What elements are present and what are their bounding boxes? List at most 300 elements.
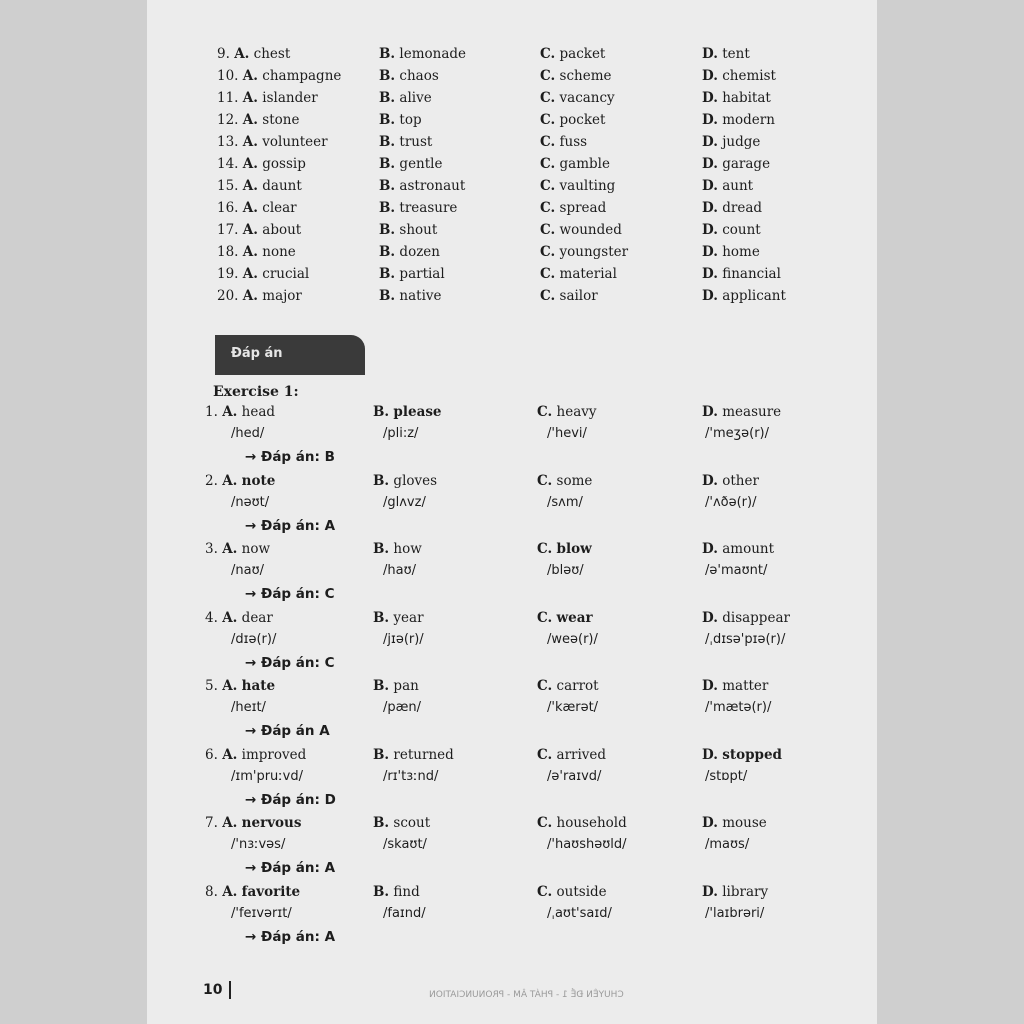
- option-word: none: [262, 244, 296, 260]
- answer-key: → Đáp án: B: [245, 449, 335, 465]
- answer-option-a: [205, 815, 301, 831]
- option-letter: B.: [379, 244, 396, 260]
- option-letter: C.: [540, 266, 556, 282]
- option-letter: A.: [242, 90, 258, 106]
- option-a: [217, 266, 309, 282]
- option-c: [540, 200, 606, 216]
- option-letter: B.: [379, 112, 396, 128]
- option-word: dozen: [399, 244, 440, 260]
- option-word: champagne: [262, 68, 342, 84]
- option-word: outside: [556, 883, 607, 900]
- option-word: treasure: [399, 200, 458, 216]
- option-word: alive: [399, 90, 432, 106]
- option-word: native: [399, 288, 442, 304]
- ipa-transcription: /jɪə(r)/: [383, 631, 424, 647]
- option-word: some: [556, 472, 593, 489]
- option-letter: A.: [242, 68, 258, 84]
- answer-row: [147, 404, 877, 426]
- option-word: dread: [722, 200, 763, 216]
- question-row: [147, 244, 877, 266]
- option-b: [379, 46, 466, 62]
- option-a: [217, 68, 341, 84]
- option-b: [379, 68, 439, 84]
- answer-option-c: [537, 747, 606, 763]
- option-d: [702, 200, 762, 216]
- question-row: [147, 90, 877, 112]
- answer-row: [147, 473, 877, 495]
- option-c: [540, 266, 617, 282]
- option-word: tent: [722, 46, 750, 62]
- option-letter: B.: [373, 609, 390, 626]
- option-a: [217, 156, 306, 172]
- ipa-row: [147, 769, 877, 791]
- ipa-transcription: /ɪm'pruːvd/: [231, 768, 303, 784]
- option-b: [379, 178, 465, 194]
- ipa-transcription: /bləʊ/: [547, 563, 584, 578]
- ipa-row: [147, 563, 877, 585]
- option-a: [217, 112, 299, 128]
- option-letter: D.: [702, 178, 718, 194]
- option-word: volunteer: [262, 134, 328, 150]
- ipa-transcription: /nəʊt/: [231, 494, 270, 510]
- ipa-transcription: /'feɪvərɪt/: [231, 905, 292, 921]
- option-c: [540, 178, 615, 194]
- answer-number: 3.: [205, 541, 218, 557]
- ipa-transcription: /'mætə(r)/: [705, 700, 772, 715]
- option-word: daunt: [262, 178, 302, 194]
- option-word: blow: [556, 541, 592, 557]
- option-c: [540, 156, 610, 172]
- question-number: 20.: [217, 288, 239, 304]
- option-b: [379, 222, 437, 238]
- ipa-transcription: /pæn/: [383, 700, 422, 715]
- option-letter: B.: [379, 288, 396, 304]
- option-letter: B.: [379, 68, 396, 84]
- option-word: arrived: [556, 746, 607, 763]
- option-word: chaos: [399, 68, 439, 84]
- option-letter: C.: [537, 609, 553, 626]
- question-number: 17.: [217, 222, 239, 238]
- question-row: [147, 266, 877, 288]
- answer-option-b: [373, 747, 454, 763]
- option-word: favorite: [241, 883, 301, 900]
- option-letter: D.: [702, 541, 718, 557]
- question-number: 19.: [217, 266, 239, 282]
- option-word: pan: [393, 678, 419, 694]
- option-word: year: [393, 609, 424, 626]
- option-letter: D.: [702, 288, 718, 304]
- option-word: carrot: [556, 678, 599, 694]
- option-word: how: [393, 541, 422, 557]
- answer-number: 2.: [205, 472, 218, 489]
- answer-option-d: [702, 404, 781, 420]
- answer-number: 7.: [205, 815, 218, 831]
- question-row: [147, 46, 877, 68]
- answer-option-b: [373, 815, 430, 831]
- option-word: heavy: [556, 404, 597, 420]
- option-d: [702, 90, 771, 106]
- option-word: measure: [722, 404, 782, 420]
- question-row: [147, 68, 877, 90]
- option-word: major: [262, 288, 302, 304]
- question-row: [147, 222, 877, 244]
- option-word: improved: [241, 746, 307, 763]
- answer-option-a: [205, 541, 270, 557]
- option-word: vacancy: [559, 90, 615, 106]
- option-letter: B.: [379, 178, 396, 194]
- option-word: spread: [559, 200, 607, 216]
- option-letter: C.: [537, 746, 553, 763]
- answer-option-c: [537, 610, 593, 626]
- answer-row: [147, 541, 877, 563]
- option-letter: A.: [242, 288, 258, 304]
- option-word: youngster: [559, 244, 629, 260]
- option-word: sailor: [559, 288, 598, 304]
- option-word: disappear: [722, 609, 790, 626]
- option-word: gloves: [393, 472, 438, 489]
- option-word: scout: [393, 815, 431, 831]
- answer-number: 8.: [205, 883, 218, 900]
- option-word: wear: [556, 609, 593, 626]
- option-letter: A.: [242, 134, 258, 150]
- question-row: [147, 112, 877, 134]
- ipa-transcription: /sʌm/: [547, 494, 583, 510]
- option-word: find: [393, 883, 420, 900]
- option-d: [702, 156, 770, 172]
- option-b: [379, 134, 432, 150]
- question-row: [147, 178, 877, 200]
- option-word: financial: [722, 266, 781, 282]
- option-b: [379, 90, 432, 106]
- option-letter: C.: [537, 404, 553, 420]
- ipa-row: [147, 700, 877, 722]
- ipa-transcription: /glʌvz/: [383, 494, 426, 510]
- option-c: [540, 222, 622, 238]
- question-number: 12.: [217, 112, 239, 128]
- option-word: vaulting: [559, 178, 616, 194]
- option-letter: B.: [379, 266, 396, 282]
- answer-key: → Đáp án A: [245, 723, 330, 739]
- option-word: other: [722, 472, 759, 489]
- option-word: gamble: [559, 156, 610, 172]
- option-a: [217, 90, 318, 106]
- option-letter: D.: [702, 609, 718, 626]
- option-letter: C.: [540, 288, 556, 304]
- option-letter: C.: [540, 222, 556, 238]
- option-d: [702, 222, 761, 238]
- option-word: trust: [399, 134, 433, 150]
- question-number: 11.: [217, 90, 239, 106]
- option-a: [217, 222, 301, 238]
- option-word: home: [722, 244, 760, 260]
- answer-key: → Đáp án: A: [245, 860, 336, 876]
- option-letter: D.: [702, 472, 718, 489]
- option-letter: D.: [702, 68, 718, 84]
- answer-key: → Đáp án: C: [245, 586, 335, 602]
- answer-row: [147, 747, 877, 769]
- ipa-transcription: /maʊs/: [705, 837, 750, 852]
- option-c: [540, 68, 611, 84]
- option-word: household: [556, 815, 627, 831]
- option-letter: A.: [242, 222, 258, 238]
- option-letter: B.: [373, 746, 390, 763]
- option-word: packet: [559, 46, 606, 62]
- answer-option-c: [537, 815, 627, 831]
- question-number: 18.: [217, 244, 239, 260]
- answer-option-a: [205, 404, 275, 420]
- option-letter: B.: [379, 222, 396, 238]
- option-word: now: [241, 541, 271, 557]
- option-letter: B.: [379, 46, 396, 62]
- option-d: [702, 134, 760, 150]
- book-page: [147, 0, 877, 1024]
- option-word: astronaut: [399, 178, 466, 194]
- option-letter: D.: [702, 222, 718, 238]
- option-d: [702, 68, 776, 84]
- ipa-transcription: /stɒpt/: [705, 768, 748, 784]
- option-word: returned: [393, 746, 454, 763]
- option-letter: C.: [540, 90, 556, 106]
- answer-option-d: [702, 473, 759, 489]
- option-word: dear: [241, 609, 273, 626]
- option-c: [540, 90, 615, 106]
- ipa-transcription: /dɪə(r)/: [231, 631, 277, 647]
- ipa-transcription: /ə'raɪvd/: [547, 768, 602, 784]
- option-letter: A.: [222, 883, 238, 900]
- option-d: [702, 46, 750, 62]
- option-letter: C.: [540, 156, 556, 172]
- option-letter: B.: [379, 90, 396, 106]
- option-word: shout: [399, 222, 438, 238]
- option-a: [217, 200, 297, 216]
- answer-option-a: [205, 678, 275, 694]
- option-letter: A.: [222, 746, 238, 763]
- question-row: [147, 288, 877, 310]
- answer-option-c: [537, 473, 592, 489]
- ipa-transcription: /ˌdɪsə'pɪə(r)/: [705, 631, 786, 647]
- ipa-transcription: /'nɜːvəs/: [231, 837, 286, 852]
- option-letter: A.: [242, 156, 258, 172]
- option-word: lemonade: [399, 46, 467, 62]
- ipa-transcription: /'meʒə(r)/: [705, 426, 769, 441]
- ipa-row: [147, 632, 877, 654]
- answer-number: 4.: [205, 609, 218, 626]
- section-banner: [215, 335, 365, 375]
- option-word: aunt: [722, 178, 754, 194]
- ipa-transcription: /rɪ'tɜːnd/: [383, 768, 439, 784]
- option-word: amount: [722, 541, 775, 557]
- answer-option-c: [537, 678, 599, 694]
- ipa-row: [147, 426, 877, 448]
- option-letter: A.: [242, 244, 258, 260]
- option-word: fuss: [559, 134, 588, 150]
- answer-key: → Đáp án: D: [245, 791, 336, 808]
- option-a: [217, 244, 296, 260]
- option-b: [379, 156, 442, 172]
- option-letter: D.: [702, 156, 718, 172]
- option-letter: C.: [540, 68, 556, 84]
- answer-option-b: [373, 541, 422, 557]
- answer-option-c: [537, 884, 607, 900]
- section-title: Đáp án: [231, 346, 283, 361]
- option-letter: D.: [702, 678, 718, 694]
- question-row: [147, 134, 877, 156]
- option-word: library: [722, 883, 769, 900]
- answer-option-d: [702, 747, 782, 763]
- option-letter: C.: [537, 883, 553, 900]
- option-c: [540, 112, 605, 128]
- answer-key: → Đáp án: A: [245, 928, 336, 945]
- option-letter: B.: [373, 678, 390, 694]
- option-word: scheme: [559, 68, 612, 84]
- answer-row: [147, 678, 877, 700]
- question-number: 16.: [217, 200, 239, 216]
- option-word: clear: [262, 200, 297, 216]
- option-word: gossip: [262, 156, 306, 172]
- option-word: crucial: [262, 266, 310, 282]
- option-b: [379, 112, 422, 128]
- option-word: head: [241, 404, 276, 420]
- answer-option-d: [702, 815, 767, 831]
- option-letter: B.: [379, 134, 396, 150]
- option-letter: C.: [540, 112, 556, 128]
- answer-row: [147, 610, 877, 632]
- question-number: 9.: [217, 46, 230, 62]
- ipa-transcription: /hed/: [231, 426, 265, 441]
- option-letter: A.: [222, 815, 238, 831]
- answer-option-b: [373, 678, 419, 694]
- ipa-row: [147, 906, 877, 928]
- question-number: 10.: [217, 68, 239, 84]
- option-b: [379, 266, 445, 282]
- option-letter: A.: [242, 178, 258, 194]
- option-d: [702, 244, 760, 260]
- option-word: gentle: [399, 156, 443, 172]
- option-word: habitat: [722, 90, 771, 106]
- answer-key: → Đáp án: A: [245, 517, 336, 534]
- answer-option-a: [205, 473, 275, 489]
- option-word: modern: [722, 112, 775, 128]
- option-letter: C.: [540, 134, 556, 150]
- option-letter: C.: [537, 472, 553, 489]
- answer-option-d: [702, 678, 768, 694]
- answer-option-d: [702, 541, 774, 557]
- ipa-transcription: /'haʊshəʊld/: [547, 837, 627, 852]
- page-number: 10: [203, 982, 223, 998]
- option-letter: D.: [702, 266, 718, 282]
- option-word: applicant: [722, 288, 786, 304]
- option-letter: B.: [373, 883, 390, 900]
- option-d: [702, 266, 781, 282]
- ipa-row: [147, 837, 877, 859]
- answer-option-b: [373, 884, 420, 900]
- answer-option-a: [205, 884, 300, 900]
- ipa-transcription: /haʊ/: [383, 563, 416, 578]
- option-word: wounded: [559, 222, 622, 238]
- option-word: partial: [399, 266, 445, 282]
- option-b: [379, 244, 440, 260]
- option-letter: B.: [379, 200, 396, 216]
- option-letter: D.: [702, 244, 718, 260]
- answer-option-b: [373, 404, 442, 420]
- option-letter: D.: [702, 46, 718, 62]
- option-word: stone: [262, 112, 300, 128]
- option-word: material: [559, 266, 617, 282]
- option-letter: A.: [242, 266, 258, 282]
- ipa-transcription: /'hevi/: [547, 426, 587, 441]
- option-word: judge: [722, 134, 761, 150]
- running-header: CHUYÊN ĐỀ 1 - PHÁT ÂM - PRONUNCIATION: [429, 990, 624, 1000]
- answer-number: 6.: [205, 746, 218, 763]
- option-letter: D.: [702, 200, 718, 216]
- option-letter: D.: [702, 815, 718, 831]
- option-letter: D.: [702, 112, 718, 128]
- option-word: pocket: [559, 112, 606, 128]
- question-number: 13.: [217, 134, 239, 150]
- option-letter: C.: [540, 178, 556, 194]
- option-c: [540, 288, 598, 304]
- option-b: [379, 288, 442, 304]
- answer-number: 1.: [205, 404, 218, 420]
- option-word: mouse: [722, 815, 767, 831]
- option-word: stopped: [722, 746, 782, 763]
- ipa-transcription: /ə'maʊnt/: [705, 563, 768, 578]
- ipa-transcription: /ˌaʊt'saɪd/: [547, 905, 612, 921]
- footer-divider: [229, 981, 231, 999]
- option-word: top: [399, 112, 422, 128]
- option-word: nervous: [241, 815, 302, 831]
- ipa-transcription: /'laɪbrəri/: [705, 905, 765, 921]
- ipa-transcription: /weə(r)/: [547, 631, 598, 647]
- option-word: please: [393, 404, 442, 420]
- option-letter: A.: [222, 541, 238, 557]
- option-a: [217, 178, 302, 194]
- option-letter: A.: [222, 678, 238, 694]
- option-word: chest: [253, 46, 291, 62]
- question-row: [147, 156, 877, 178]
- option-word: chemist: [722, 68, 776, 84]
- option-word: count: [722, 222, 761, 238]
- ipa-row: [147, 495, 877, 517]
- option-letter: A.: [242, 112, 258, 128]
- option-word: hate: [241, 678, 276, 694]
- answer-key: → Đáp án: C: [245, 654, 335, 671]
- option-letter: D.: [702, 746, 718, 763]
- option-word: matter: [722, 678, 769, 694]
- option-letter: C.: [537, 815, 553, 831]
- question-number: 15.: [217, 178, 239, 194]
- answer-option-d: [702, 884, 768, 900]
- answer-number: 5.: [205, 678, 218, 694]
- option-d: [702, 288, 786, 304]
- option-b: [379, 200, 457, 216]
- option-word: garage: [722, 156, 771, 172]
- option-letter: B.: [373, 404, 390, 420]
- answer-option-b: [373, 610, 424, 626]
- option-word: note: [241, 472, 276, 489]
- option-letter: A.: [222, 609, 238, 626]
- option-letter: B.: [373, 541, 390, 557]
- exercise-title: Exercise 1:: [213, 384, 299, 400]
- option-letter: C.: [540, 244, 556, 260]
- answer-row: [147, 884, 877, 906]
- option-c: [540, 134, 587, 150]
- option-word: islander: [262, 90, 318, 106]
- option-letter: D.: [702, 90, 718, 106]
- option-letter: A.: [222, 472, 238, 489]
- ipa-transcription: /naʊ/: [231, 563, 264, 578]
- option-letter: B.: [379, 156, 396, 172]
